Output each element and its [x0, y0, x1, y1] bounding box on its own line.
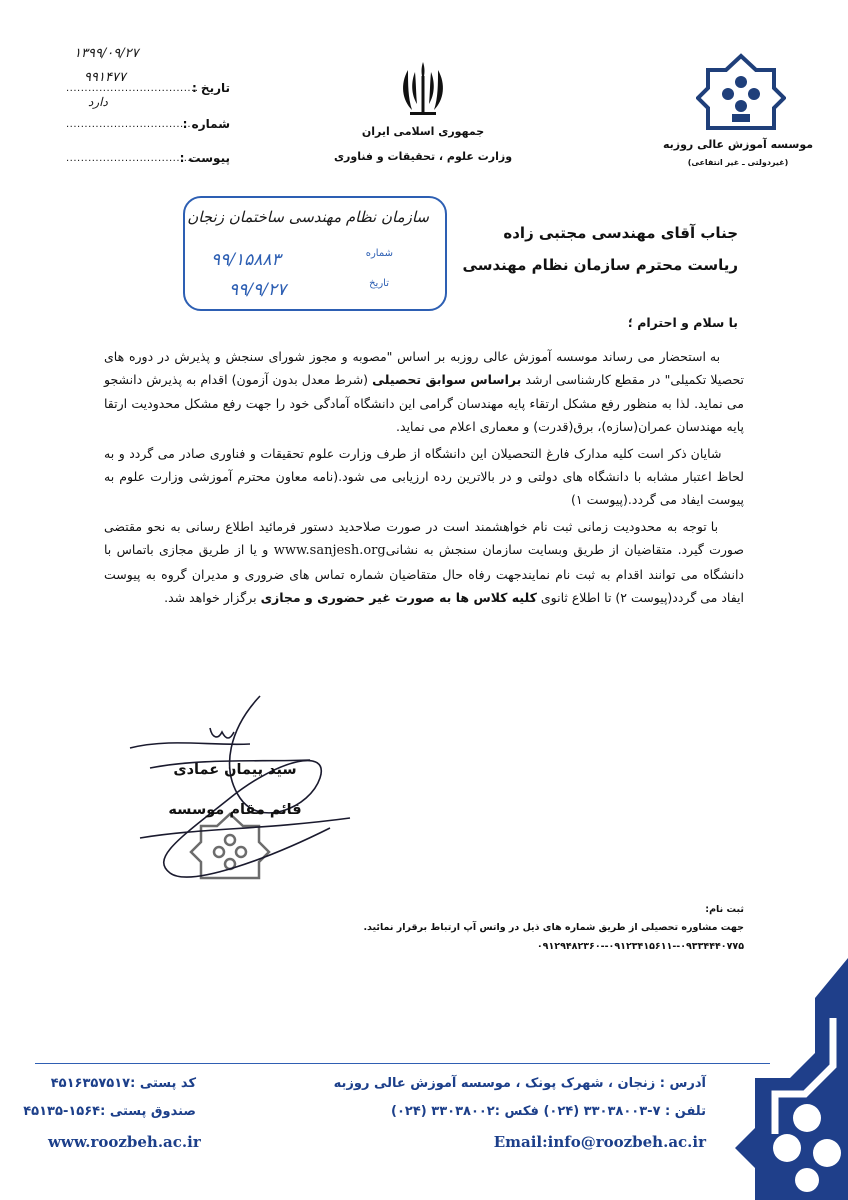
stamp-org: سازمان نظام مهندسی ساختمان زنجان [187, 208, 429, 226]
registration-text: جهت مشاوره تحصیلی از طریق شماره های ذیل در واتس آپ ارتباط برقرار نمائید. [363, 922, 744, 933]
handwritten-signature-icon [110, 688, 390, 898]
iran-emblem-icon [398, 58, 448, 120]
government-name: جمهوری اسلامی ایران [361, 125, 485, 138]
p3-text-b: و یا از طریق مجازی باتماس با دانشگاه می توانند اقدام به ثبت نام نمایندجهت رفاه حال متقاضیان شماره تماس های ضروری و مدیران گروه به پیوست ایفاد می گردد(پیوست ۲) تا اطلاع ثانوی [104, 542, 744, 606]
registration-title: ثبت نام: [705, 904, 744, 915]
paragraph-3 [104, 515, 744, 610]
paragraph-2 [104, 442, 744, 512]
p2-text: شایان ذکر است کلیه مدارک فارغ التحصیلان این دانشگاه از طرف وزارت علوم تحقیقات و فناوری صادر می گردد و به لحاظ اعتبار مشابه با دانشگاه های دولتی و در بالاترین رده ارزیابی می شود.(نامه معاون محترم آموزشی وزارت علوم به پیوست ایفاد می گردد.(پیوست ۱) [104, 445, 744, 508]
stamp-date-value: ۹۹/۹/۲۷ [229, 280, 287, 300]
p1-bold: براساس سوابق تحصیلی [372, 372, 522, 388]
letter-body [104, 345, 744, 612]
p1-text-a: به استحضار می رساند موسسه آموزش عالی روزبه بر اساس "مصوبه و مجوز شورای سنجش و پذیرش در دوره های تحصیلا تکمیلی" در مقطع کارشناسی ارشد [104, 349, 744, 388]
number-dots: .................................... [66, 119, 199, 130]
date-value: ۱۳۹۹/۰۹/۲۷ [74, 46, 139, 61]
attachment-label: پیوست : [179, 151, 230, 165]
stamp-number-label: شماره [365, 248, 393, 259]
p3-text-c: برگزار خواهد شد. [164, 590, 261, 606]
paragraph-1 [104, 345, 744, 439]
footer-decoration-icon [735, 958, 848, 1200]
footer-phones: تلفن : ۷-۳۳۰۳۸۰۰۳ (۰۲۴) فکس :۳۳۰۳۸۰۰۲ (۰۲۴) [391, 1104, 706, 1119]
p3-text-a: با توجه به محدودیت زمانی ثبت نام خواهشمند است در صورت صلاحدید دستور فرمائید اطلاع رسانی به نحو مقتضی صورت گیرد. متقاضیان از طریق وبسایت سازمان سنجش به نشانی [104, 518, 745, 558]
sanjesh-url: www.sanjesh.org [273, 543, 386, 559]
institute-name: موسسه آموزش عالی روزبه [662, 138, 814, 151]
institute-subtitle: (غیردولتی ـ غیر انتفاعی) [687, 158, 789, 167]
footer-divider [35, 1063, 770, 1064]
date-dots: .................................... [66, 83, 199, 94]
attachment-dots: .................................... [66, 153, 199, 164]
number-label: شماره : [182, 117, 230, 131]
date-label: تاریخ : [191, 81, 230, 95]
greeting: با سلام و احترام ؛ [627, 315, 738, 330]
stamp-number-value: ۹۹/۱۵۸۸۳ [211, 250, 281, 270]
footer-po-box: صندوق پستی :۱۵۶۴-۴۵۱۳۵ [23, 1104, 196, 1119]
footer-website[interactable]: www.roozbeh.ac.ir [48, 1133, 201, 1151]
addressee-title: ریاست محترم سازمان نظام مهندسی [462, 256, 738, 274]
attachment-value: دارد [88, 95, 108, 109]
footer-email[interactable]: Email:info@roozbeh.ac.ir [493, 1133, 706, 1151]
p3-bold: کلیه کلاس ها به صورت غیر حضوری و مجازی [260, 590, 537, 606]
received-stamp [183, 196, 447, 311]
footer-postal-code: کد پستی :۴۵۱۶۳۵۷۵۱۷ [50, 1076, 196, 1091]
number-value: ۹۹۱۴۷۷ [84, 70, 126, 85]
roozbeh-logo-icon [696, 52, 786, 134]
footer-address: آدرس : زنجان ، شهرک پونک ، موسسه آموزش عالی روزبه [333, 1076, 706, 1091]
p1-text-b: (شرط معدل بدون آزمون) اقدام به پذیرش دانشجو می نماید. لذا به منظور رفع مشکل ارتقاء پایه مهندسان گرامی این دانشگاه آمادگی خود را جهت رفع مشکل محدودیت ارتقا پایه مهندسان عمران(سازه)، برق(قدرت) و معماری اعلام می نماید. [104, 372, 744, 435]
signatory-title: قائم مقام موسسه [168, 802, 302, 818]
registration-phones: ۰۹۱۲۹۴۸۲۳۶۰--۰۹۱۲۳۴۱۵۶۱۱--۰۹۳۳۴۴۴۰۷۷۵ [536, 941, 744, 952]
stamp-date-label: تاریخ [369, 278, 389, 289]
signatory-name: سید پیمان عمادی [173, 762, 297, 778]
addressee-name: جناب آقای مهندسی مجتبی زاده [503, 224, 738, 242]
ministry-name: وزارت علوم ، تحقیقات و فناوری [333, 150, 513, 163]
